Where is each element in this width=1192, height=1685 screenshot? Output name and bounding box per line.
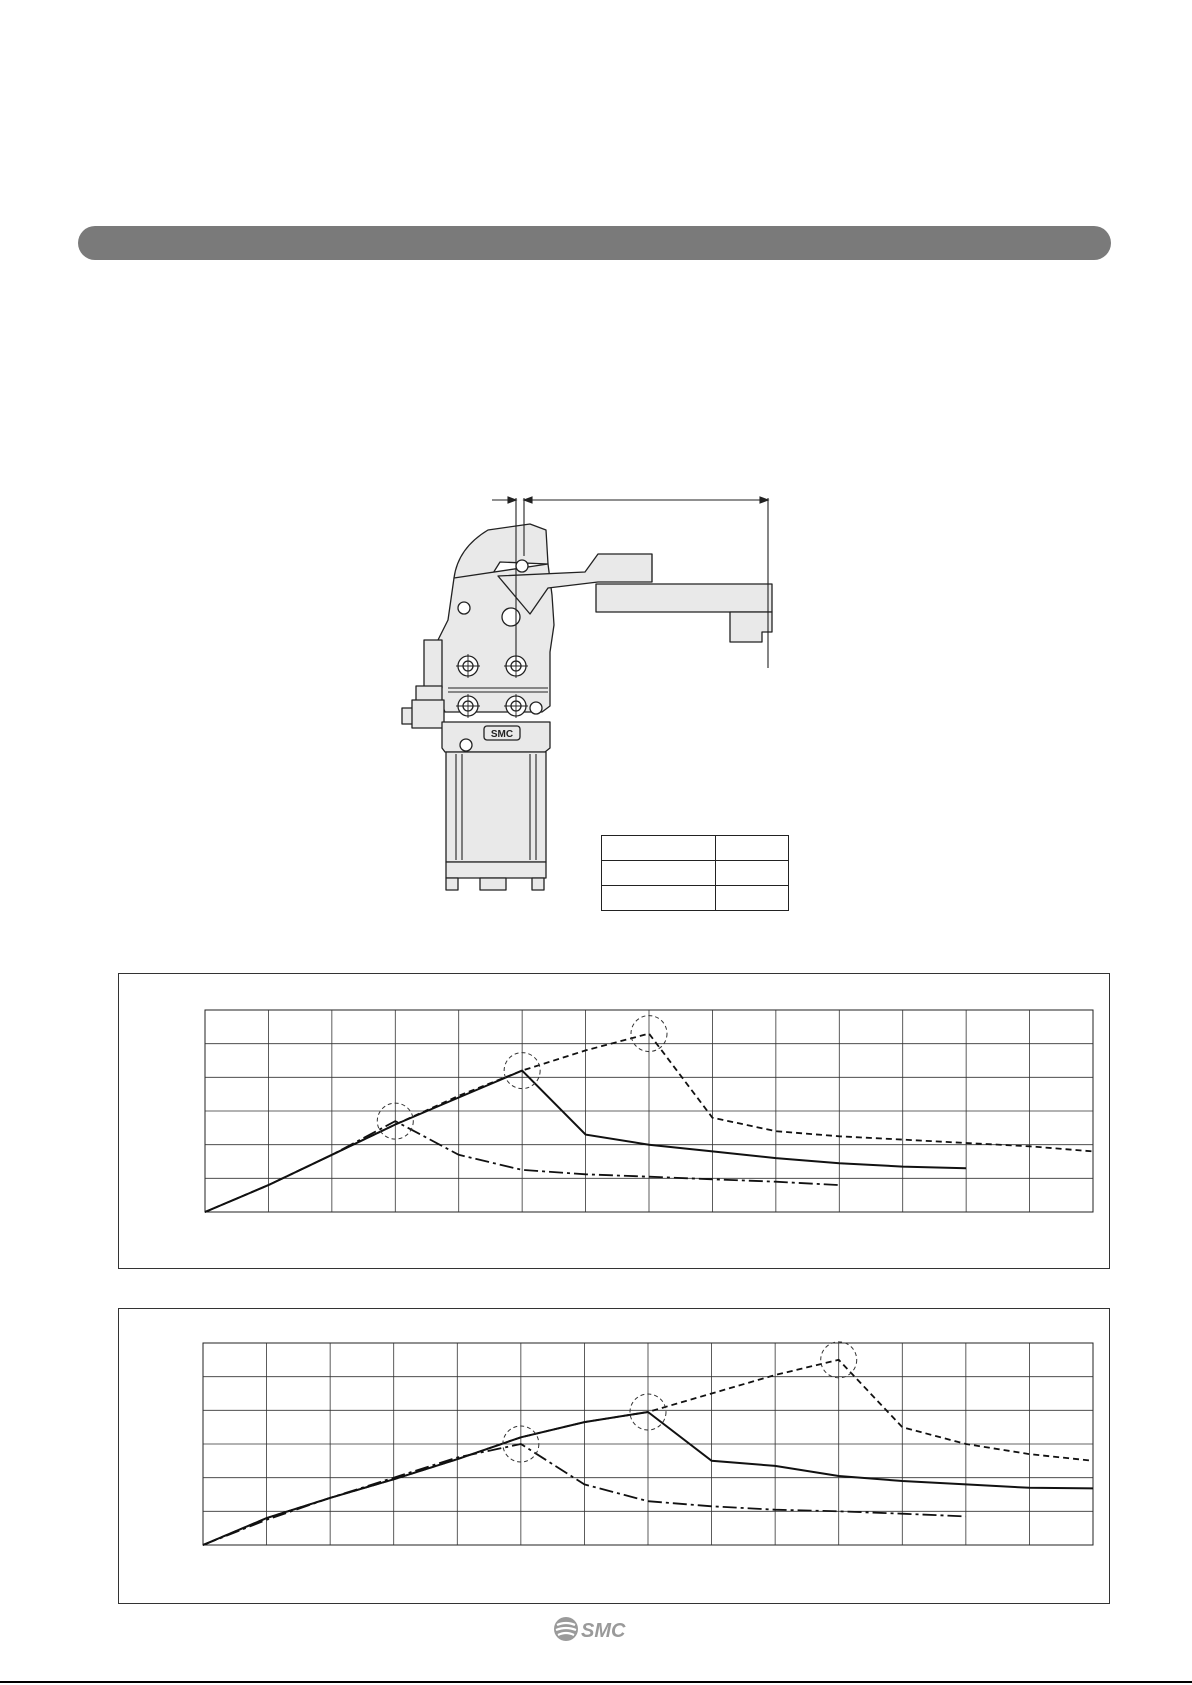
table-cell [602, 886, 716, 911]
spec-table [601, 835, 789, 911]
line-chart-2 [119, 1309, 1111, 1605]
table-row [602, 886, 789, 911]
section-header-bar [78, 226, 1111, 260]
table-row [602, 836, 789, 861]
smc-logo [553, 1615, 637, 1643]
footer-rule [0, 1681, 1192, 1683]
table-cell [716, 886, 789, 911]
table-cell [716, 836, 789, 861]
line-chart-1 [119, 974, 1111, 1270]
logo-text: SMC [581, 1620, 626, 1642]
brand-mark: SMC [490, 729, 514, 740]
chart-panel-1 [118, 973, 1110, 1269]
table-cell [602, 836, 716, 861]
table-cell [602, 861, 716, 886]
chart-grid [203, 1343, 1093, 1545]
table-cell [716, 861, 789, 886]
table-row [602, 861, 789, 886]
chart-panel-2 [118, 1308, 1110, 1604]
chart-grid [205, 1010, 1093, 1212]
